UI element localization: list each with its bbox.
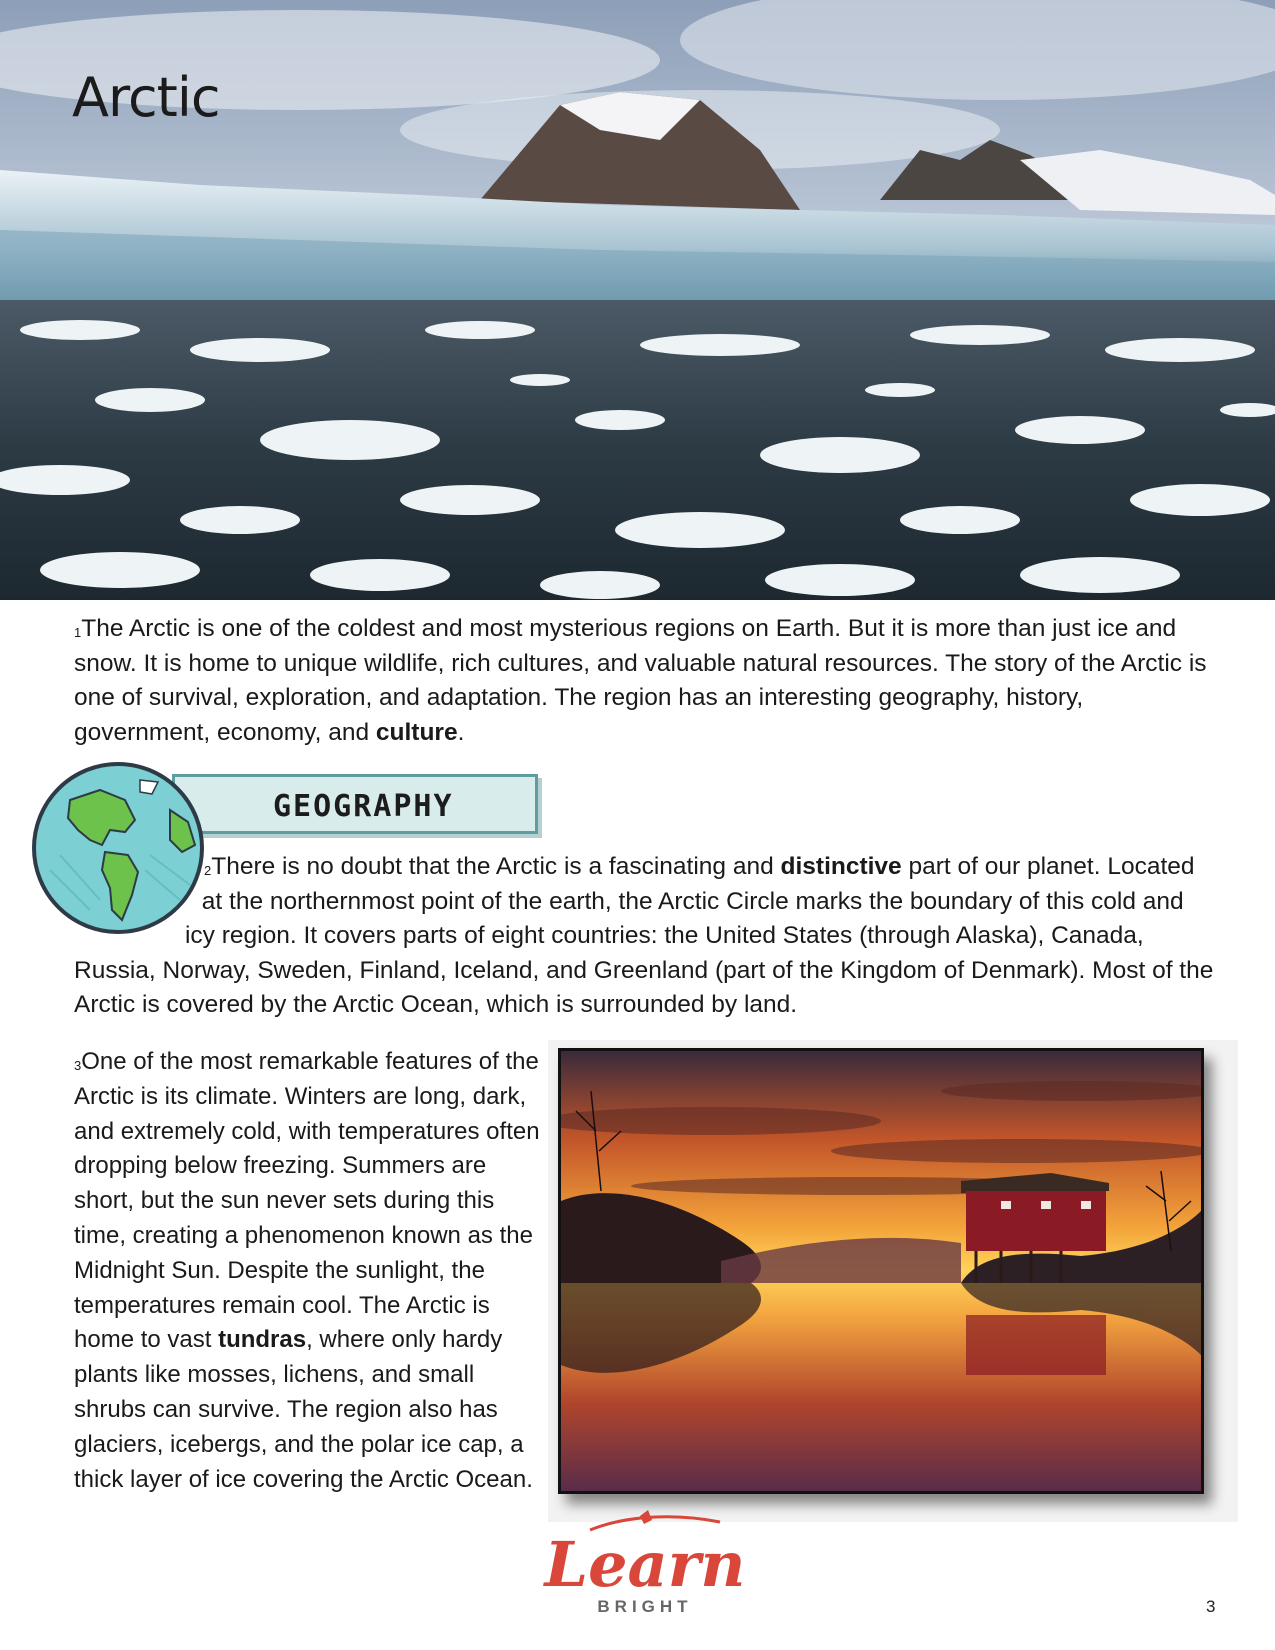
- photo-frame: [548, 1040, 1238, 1522]
- logo-word: Learn: [544, 1528, 746, 1601]
- paragraph-number: 3: [74, 1058, 82, 1073]
- section-heading: GEOGRAPHY: [273, 789, 454, 824]
- paragraph-number: 1: [74, 625, 82, 640]
- learn-bright-logo: [530, 1508, 760, 1628]
- intro-paragraph: [74, 612, 1214, 750]
- vocab-word-tundras: tundras: [218, 1326, 307, 1354]
- paragraph-number: 2: [204, 863, 212, 878]
- vocab-word-distinctive: distinctive: [780, 853, 902, 880]
- section-heading-banner: [172, 774, 538, 834]
- sunset-cabin-photo: [558, 1048, 1204, 1494]
- climate-paragraph: [74, 1045, 544, 1497]
- climate-text: One of the most remarkable features of the Arctic is its climate. Winters are long, dark, and extremely cold, with temperatures often dropping below freezing. Summers are short, but the sun never sets during this time, creating a phenomenon known as the Midnight Sun. Despite the sunlight, the temperatures remain cool. The Arctic is home to vast: [74, 1048, 540, 1354]
- geography-paragraph: [74, 850, 1214, 1023]
- page-title: Arctic: [72, 66, 220, 129]
- geography-text-end: part of our planet. Located at the northernmost point of the earth, the Arctic Circle marks the boundary of this cold and icy region. It covers parts of eight countries: the United States (through Alaska), Canada, Russia, Norway, Sweden, Finland, Iceland, and Greenland (part of the Kingdom of Denmark). Most of the Arctic is covered by the Arctic Ocean, which is surrounded by land.: [74, 853, 1214, 1018]
- page-number: 3: [1206, 1597, 1216, 1616]
- vocab-word-culture: culture: [375, 718, 458, 746]
- climate-text-end: , where only hardy plants like mosses, lichens, and small shrubs can survive. The region also has glaciers, icebergs, and the polar ice cap, a thick layer of ice covering the Arctic Ocean.: [74, 1326, 533, 1493]
- geography-text: There is no doubt that the Arctic is a fascinating and: [211, 853, 781, 880]
- intro-text: The Arctic is one of the coldest and most mysterious regions on Earth. But it is more than just ice and snow. It is home to unique wildlife, rich cultures, and valuable natural resources. The story of the Arctic is one of survival, exploration, and adaptation. The region has an interesting geography, history, government, economy, and: [74, 615, 1207, 746]
- logo-sub: BRIGHT: [597, 1597, 693, 1616]
- intro-text-end: .: [457, 718, 465, 746]
